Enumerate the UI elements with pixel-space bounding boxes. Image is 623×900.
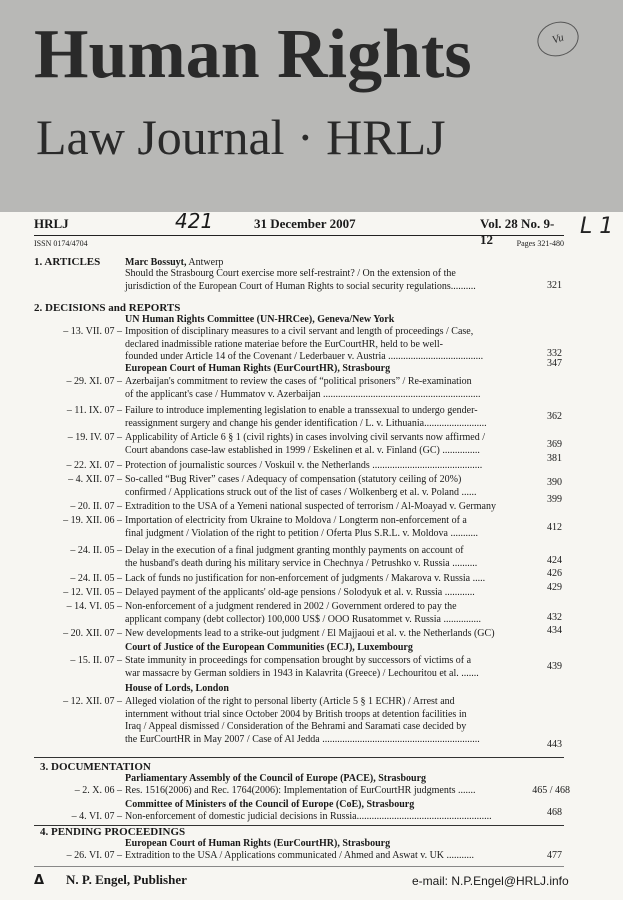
page-number: 465 / 468	[532, 785, 570, 796]
decision-date: – 19. XII. 06 –	[63, 515, 122, 526]
text-line: Extradition to the USA / Applications communicated / Ahmed and Aswat v. UK ...........	[125, 850, 475, 861]
entry-text	[125, 587, 517, 600]
journal-abbr: HRLJ	[34, 216, 69, 231]
article-author: Marc Bossuyt,	[125, 257, 187, 268]
issue-date: 31 December 2007	[254, 216, 356, 231]
text-line: declared inadmissible ratione materiae before the EurCourtHR, held to be well-	[125, 338, 443, 350]
decision-date: – 29. XI. 07 –	[66, 376, 122, 387]
section-decisions-title: 2. DECISIONS and REPORTS	[34, 302, 181, 314]
text-line: Applicability of Article 6 § 1 (civil rights) in cases involving civil servants now affirmed /	[125, 432, 486, 443]
text-line: So-called “Bug River” cases / Adequacy of compensation (statutory ceiling of 20%)	[125, 474, 462, 485]
issn: ISSN 0174/4704	[34, 239, 88, 248]
journal-title: Human Rights	[34, 16, 472, 93]
text-line: Protection of journalistic sources / Voskuil v. the Netherlands ............................................	[125, 460, 483, 471]
journal-subtitle: Law Journal · HRLJ	[36, 109, 446, 165]
text-line: Imposition of disciplinary measures to a civil servant and length of proceedings / Case,	[125, 326, 474, 337]
text-line: Delay in the execution of a final judgment granting monthly payments on account of	[125, 545, 464, 556]
text-line: Non-enforcement of domestic judicial decisions in Russia......................................................	[125, 811, 492, 822]
library-seal-stamp: Vu	[533, 16, 583, 61]
issue-volume: Vol. 28 No. 9-12	[480, 216, 555, 247]
text-line: reassignment surgery and change his gender identification / L. v. Lithuania.........................	[125, 417, 487, 429]
masthead	[0, 0, 623, 212]
page-number: 443	[547, 739, 562, 750]
decision-date: – 15. II. 07 –	[70, 655, 122, 666]
court-heading: Court of Justice of the European Communities (ECJ), Luxembourg	[125, 642, 413, 653]
decision-date: – 14. VI. 05 –	[66, 601, 122, 612]
text-line: founded under Article 14 of the Covenant / Lederbauer v. Austria ......................................	[125, 351, 484, 362]
decision-date: – 4. XII. 07 –	[68, 474, 122, 485]
body-heading: Committee of Ministers of the Council of Europe (CoE), Strasbourg	[125, 799, 415, 810]
page-number: 439	[547, 661, 562, 672]
entry-text	[125, 573, 517, 586]
page-range: Pages 321-480	[516, 239, 564, 248]
text-line: Should the Strasbourg Court exercise more self-restraint? / On the extension of the	[125, 268, 456, 279]
entry-text	[125, 474, 517, 499]
entry-text	[125, 405, 517, 430]
footer-divider	[34, 866, 564, 867]
court-heading: House of Lords, London	[125, 683, 229, 694]
text-line: Court abandons case-law established in 1999 / Eskelinen et al. v. Finland (GC) ...............	[125, 444, 480, 456]
text-line: Importation of electricity from Ukraine to Moldova / Longterm non-enforcement of a	[125, 515, 467, 526]
entry-text	[125, 545, 517, 570]
page-number: 426	[547, 568, 562, 579]
decision-date: – 12. XII. 07 –	[63, 696, 122, 707]
text-line: Extradition to the USA of a Yemeni national suspected of terrorism / Al-Moayad v. Germany	[125, 501, 496, 512]
article-author-line	[125, 257, 223, 268]
text-line: Delayed payment of the applicants' old-age pensions / Solodyuk et al. v. Russia ............	[125, 587, 475, 598]
entry-text	[125, 696, 517, 746]
page-number: 321	[547, 280, 562, 291]
decision-date: – 19. IV. 07 –	[67, 432, 122, 443]
decision-date: – 26. VI. 07 –	[66, 850, 122, 861]
text-line: Iraq / Appeal dismissed / Consideration of the Behrami and Saramati case decided by	[125, 721, 467, 732]
text-line: applicant company (debt collector) 100,000 US$ / OOO Rusatommet v. Russia ...............	[125, 613, 481, 625]
text-line: confirmed / Applications struck out of the list of cases / Wolkenberg et al. v. Poland ......	[125, 486, 477, 498]
entry-text	[125, 811, 517, 824]
decision-date: – 12. VII. 05 –	[63, 587, 122, 598]
page-number: 399	[547, 494, 562, 505]
entry-text	[125, 655, 517, 680]
entry-text	[125, 601, 517, 626]
entry-text	[125, 326, 517, 364]
handwritten-number: 421	[175, 209, 214, 233]
page-number: 429	[547, 582, 562, 593]
page-number: 381	[547, 453, 562, 464]
text-line: Failure to introduce implementing legislation to enable a transsexual to undergo gender-	[125, 405, 478, 416]
court-heading: UN Human Rights Committee (UN-HRCee), Geneva/New York	[125, 314, 395, 325]
text-line: internment without trial since October 2004 by British troops at detention facilities in	[125, 708, 467, 720]
entry-text	[125, 628, 517, 641]
decision-date: – 4. VI. 07 –	[71, 811, 122, 822]
article-author-place: Antwerp	[186, 257, 224, 268]
decision-date: – 13. VII. 07 –	[63, 326, 122, 337]
text-line: State immunity in proceedings for compensation brought by successors of victims of a	[125, 655, 472, 666]
entry-text	[125, 501, 517, 514]
page-number: 362	[547, 411, 562, 422]
decision-date: – 24. II. 05 –	[70, 573, 122, 584]
section-articles-title: 1. ARTICLES	[34, 256, 101, 268]
text-line: the EurCourtHR in May 2007 / Case of Al Jedda ...............................................................	[125, 733, 480, 745]
entry-text	[125, 432, 517, 457]
entry-text	[125, 376, 517, 401]
page-number: 332	[547, 348, 562, 359]
court-heading: European Court of Human Rights (EurCourtHR), Strasbourg	[125, 363, 391, 374]
text-line: jurisdiction of the European Court of Human Rights to social security regulations..........	[125, 280, 476, 292]
entry-text	[125, 460, 517, 473]
handwritten-margin-mark: L 1	[580, 214, 614, 239]
text-line: New developments lead to a strike-out judgment / El Majjaoui et al. v. the Netherlands (GC)	[125, 628, 495, 639]
page-number: 434	[547, 625, 562, 636]
text-line: Non-enforcement of a judgment rendered in 2002 / Government ordered to pay the	[125, 601, 457, 612]
decision-date: – 24. II. 05 –	[70, 545, 122, 556]
text-line: war massacre by German soldiers in 1943 in Kalavrita (Greece) / Lechouritou et al. .......	[125, 667, 479, 679]
page-number: 347	[547, 358, 562, 369]
text-line: Lack of funds no justification for non-enforcement of judgments / Makarova v. Russia .....	[125, 573, 486, 584]
text-line: Res. 1516(2006) and Rec. 1764(2006): Implementation of EurCourtHR judgments .......	[125, 785, 476, 796]
page-number: 477	[547, 850, 562, 861]
publisher-email: e-mail: N.P.Engel@HRLJ.info	[412, 874, 569, 888]
text-line: the husband's death during his military service in Chechnya / Petrushko v. Russia ..........	[125, 557, 478, 569]
section-documentation-title: 3. DOCUMENTATION	[40, 761, 151, 773]
page-number: 390	[547, 477, 562, 488]
text-line: Azerbaijan's commitment to review the cases of “political prisoners” / Re-examination	[125, 376, 472, 387]
page-number: 412	[547, 522, 562, 533]
decision-date: – 20. II. 07 –	[70, 501, 122, 512]
body-heading: Parliamentary Assembly of the Council of Europe (PACE), Strasbourg	[125, 773, 427, 784]
entry-text	[125, 515, 517, 540]
text-line: Alleged violation of the right to personal liberty (Article 5 § 1 ECHR) / Arrest and	[125, 696, 455, 707]
decision-date: – 20. XII. 07 –	[63, 628, 122, 639]
section-pending-title: 4. PENDING PROCEEDINGS	[40, 826, 186, 838]
entry-text	[125, 785, 517, 798]
article-title	[125, 268, 517, 293]
decision-date: – 22. XI. 07 –	[66, 460, 122, 471]
page-number: 468	[547, 807, 562, 818]
publisher-name: N. P. Engel, Publisher	[66, 872, 187, 887]
page-number: 432	[547, 612, 562, 623]
entry-text	[125, 850, 517, 863]
publisher-logo-icon: Δ	[34, 873, 45, 888]
section-divider	[34, 757, 564, 758]
text-line: of the applicant's case / Hummatov v. Azerbaijan ...............................................................	[125, 388, 481, 400]
publisher-line	[34, 872, 187, 888]
court-heading: European Court of Human Rights (EurCourtHR), Strasbourg	[125, 838, 391, 849]
decision-date: – 11. IX. 07 –	[66, 405, 122, 416]
page-number: 369	[547, 439, 562, 450]
page-number: 424	[547, 555, 562, 566]
text-line: final judgment / Violation of the right to petition / Oferta Plus S.R.L. v. Moldova ...........	[125, 527, 478, 539]
decision-date: – 2. X. 06 –	[74, 785, 122, 796]
